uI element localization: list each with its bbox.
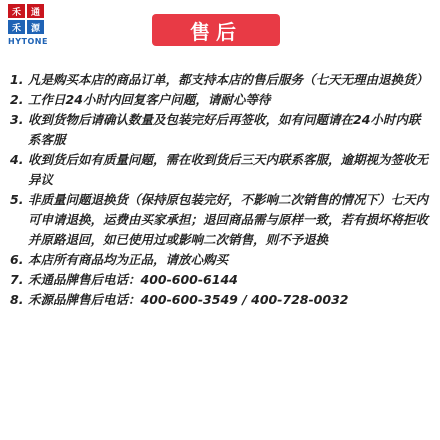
item-text: 收到货物后请确认数量及包装完好后再签收，如有问题请在24小时内联系客服: [28, 112, 421, 147]
logo-char-4: 源: [27, 20, 44, 34]
list-item: [10, 250, 430, 270]
item-number: 8.: [10, 292, 24, 307]
item-text: 凡是购买本店的商品订单，都支持本店的售后服务（七天无理由退换货）: [28, 72, 429, 87]
brand-logo: [8, 4, 48, 52]
item-text: 收到货后如有质量问题，需在收到货后三天内联系客服，逾期视为签收无异议: [28, 152, 429, 187]
list-item: [10, 290, 430, 310]
list-item: [10, 190, 430, 250]
after-sales-policy-list: [10, 70, 430, 310]
item-number: 1.: [10, 72, 24, 87]
logo-char-1: 禾: [8, 4, 25, 18]
item-text: 禾通品牌售后电话：400-600-6144: [28, 272, 238, 287]
item-number: 4.: [10, 152, 24, 167]
list-item: [10, 70, 430, 90]
logo-char-3: 禾: [8, 20, 25, 34]
logo-char-2: 通: [27, 4, 44, 18]
item-text: 本店所有商品均为正品，请放心购买: [28, 252, 229, 267]
item-number: 3.: [10, 112, 24, 127]
item-text: 禾源品牌售后电话：400-600-3549 / 400-728-0032: [28, 292, 349, 307]
list-item: [10, 90, 430, 110]
logo-mark: [8, 4, 44, 34]
item-text: 工作日24小时内回复客户问题，请耐心等待: [28, 92, 271, 107]
list-item: [10, 270, 430, 290]
item-number: 7.: [10, 272, 24, 287]
list-item: [10, 150, 430, 190]
item-number: 5.: [10, 192, 24, 207]
logo-brand-text: HYTONE: [8, 37, 48, 46]
after-sales-tag: 售后: [152, 14, 280, 46]
list-item: [10, 110, 430, 150]
item-text: 非质量问题退换货（保持原包装完好，不影响二次销售的情况下）七天内可申请退换，运费由买家承担；退回商品需与原样一致，若有损坏将拒收并原路退回，如已使用过或影响二次销售，则不予退换: [28, 192, 429, 247]
item-number: 6.: [10, 252, 24, 267]
item-number: 2.: [10, 92, 24, 107]
